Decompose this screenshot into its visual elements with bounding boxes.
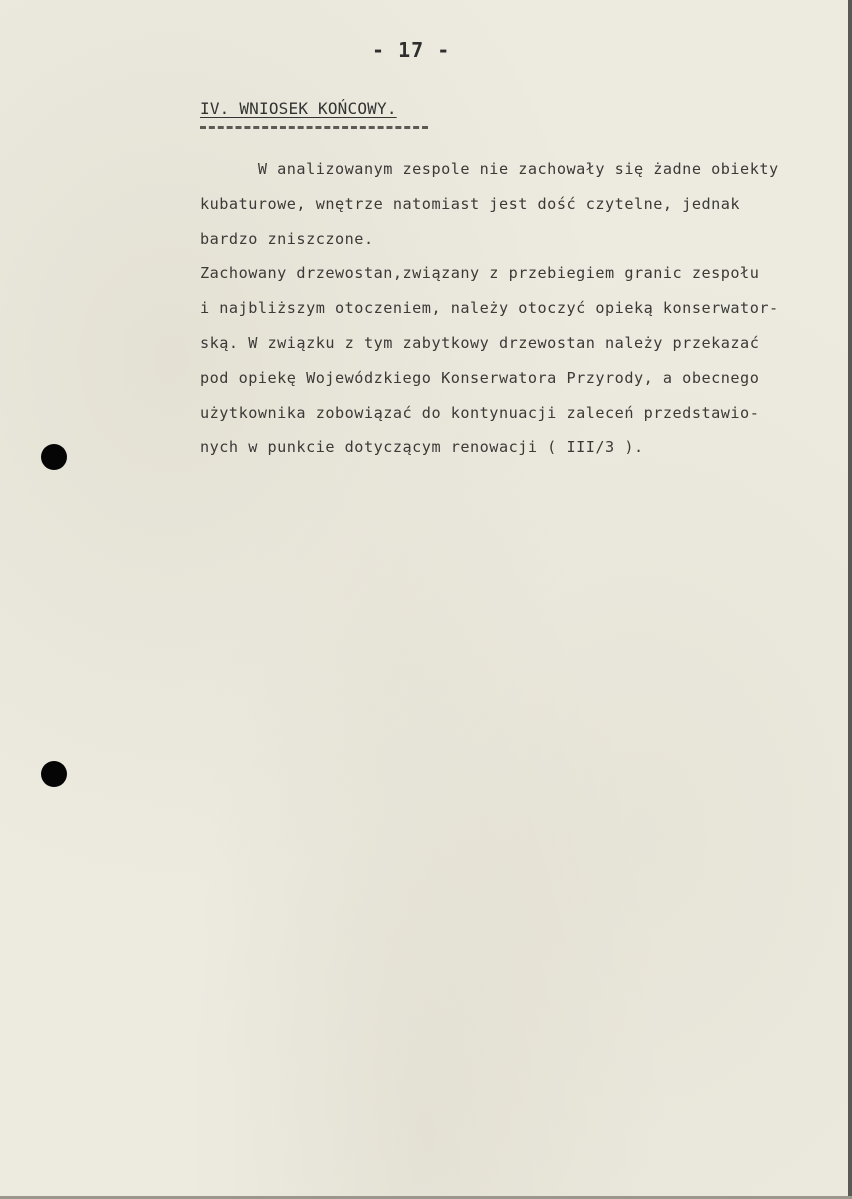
body-line: W analizowanym zespole nie zachowały się żadne obiekty [200, 160, 779, 178]
punch-hole-lower [41, 761, 67, 787]
body-line: kubaturowe, wnętrze natomiast jest dość czytelne, jednak [200, 194, 741, 213]
heading-underline-rule [200, 126, 428, 129]
body-line: bardzo zniszczone. [200, 229, 374, 248]
body-line: nych w punkcie dotyczącym renowacji ( III/3 ). [200, 438, 644, 457]
section-heading: IV. WNIOSEK KOŃCOWY. [200, 99, 397, 118]
body-line: ską. W związku z tym zabytkowy drzewostan należy przekazać [200, 333, 760, 352]
body-line: i najbliższym otoczeniem, należy otoczyć opieką konserwator- [200, 299, 779, 318]
body-line: pod opiekę Wojewódzkiego Konserwatora Przyrody, a obecnego [200, 368, 760, 387]
page-number: - 17 - [372, 38, 451, 62]
page-edge-right [848, 0, 852, 1199]
punch-hole-upper [41, 444, 67, 470]
body-line: użytkownika zobowiązać do kontynuacji zaleceń przedstawio- [200, 403, 760, 422]
body-line: Zachowany drzewostan,związany z przebiegiem granic zespołu [200, 264, 760, 283]
body-paragraph [200, 157, 830, 470]
